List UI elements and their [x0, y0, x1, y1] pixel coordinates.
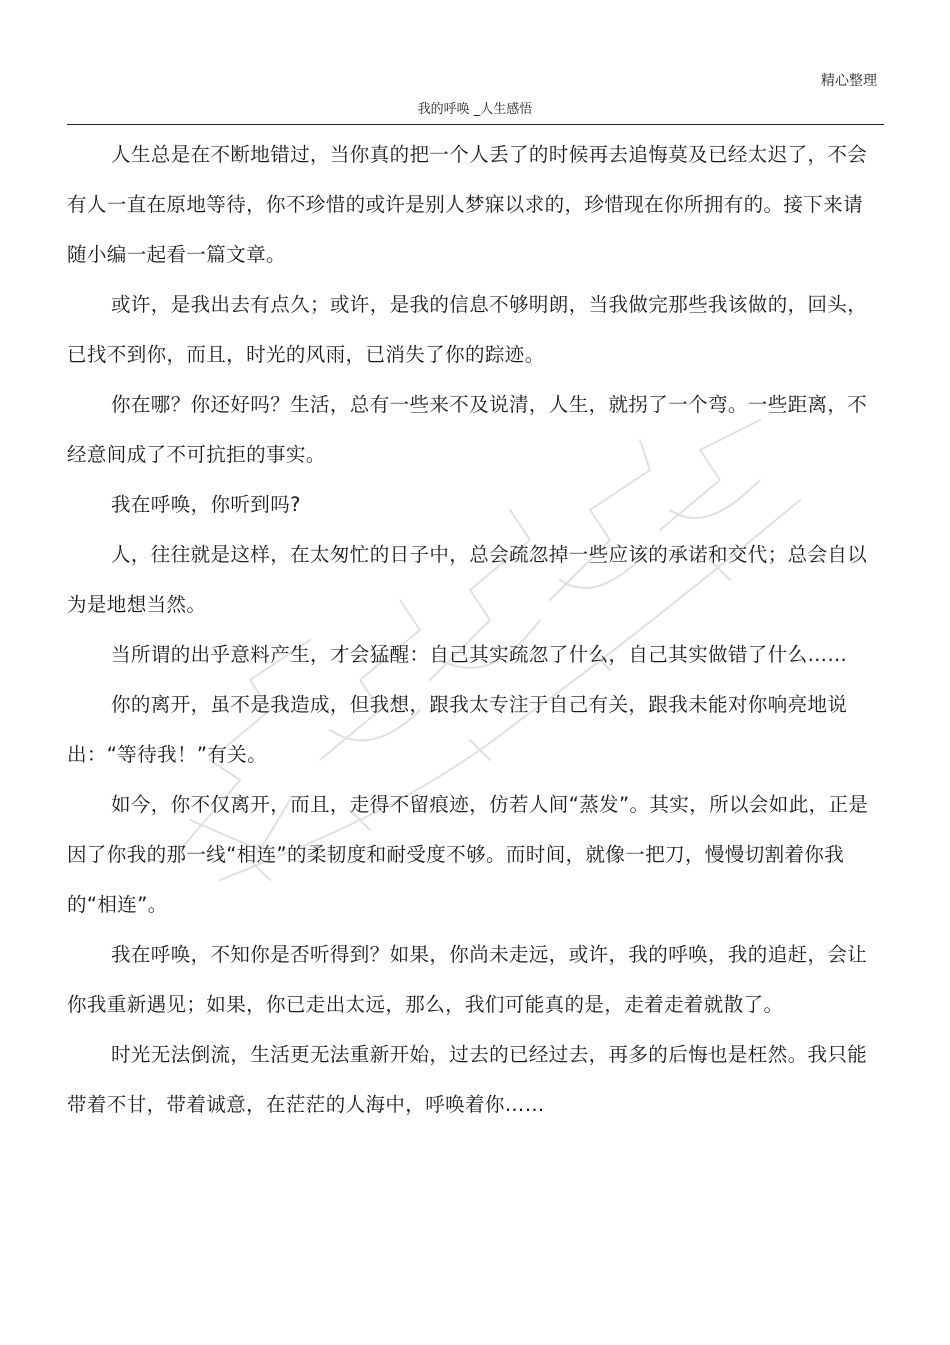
paragraph: 我在呼唤，你听到吗? — [111, 493, 301, 516]
paragraph: 你的离开，虽不是我造成，但我想，跟我太专注于自己有关，跟我未能对你响亮地说出：“等待我！”有关。 — [67, 693, 848, 766]
header-divider — [67, 124, 884, 125]
corner-label: 精心整理 — [821, 73, 877, 89]
article-body — [67, 130, 879, 1130]
paragraph: 时光无法倒流，生活更无法重新开始，过去的已经过去，再多的后悔也是枉然。我只能带着不甘，带着诚意，在茫茫的人海中，呼唤着你…… — [67, 1043, 868, 1116]
paragraph: 人生总是在不断地错过，当你真的把一个人丢了的时候再去追悔莫及已经太迟了，不会有人一直在原地等待，你不珍惜的或许是别人梦寐以求的，珍惜现在你所拥有的。接下来请随小编一起看一篇文章。 — [67, 143, 868, 266]
paragraph: 当所谓的出乎意料产生，才会猛醒：自己其实疏忽了什么，自己其实做错了什么…… — [111, 643, 848, 666]
page-header: 我的呼唤 _人生感悟 — [417, 102, 533, 117]
paragraph: 你在哪？你还好吗？生活，总有一些来不及说清，人生，就拐了一个弯。一些距离，不经意间成了不可抗拒的事实。 — [67, 393, 868, 466]
paragraph: 我在呼唤，不知你是否听得到？如果，你尚未走远，或许，我的呼唤，我的追赶，会让你我重新遇见；如果，你已走出太远，那么，我们可能真的是，走着走着就散了。 — [67, 943, 868, 1016]
paragraph: 人，往往就是这样，在太匆忙的日子中，总会疏忽掉一些应该的承诺和交代；总会自以为是地想当然。 — [67, 543, 868, 616]
paragraph: 或许，是我出去有点久；或许，是我的信息不够明朗，当我做完那些我该做的，回头，已找不到你，而且，时光的风雨，已消失了你的踪迹。 — [67, 293, 868, 366]
paragraph: 如今，你不仅离开，而且，走得不留痕迹，仿若人间“蒸发”。其实，所以会如此，正是因了你我的那一线“相连”的柔韧度和耐受度不够。而时间，就像一把刀，慢慢切割着你我的“相连”。 — [67, 793, 869, 916]
